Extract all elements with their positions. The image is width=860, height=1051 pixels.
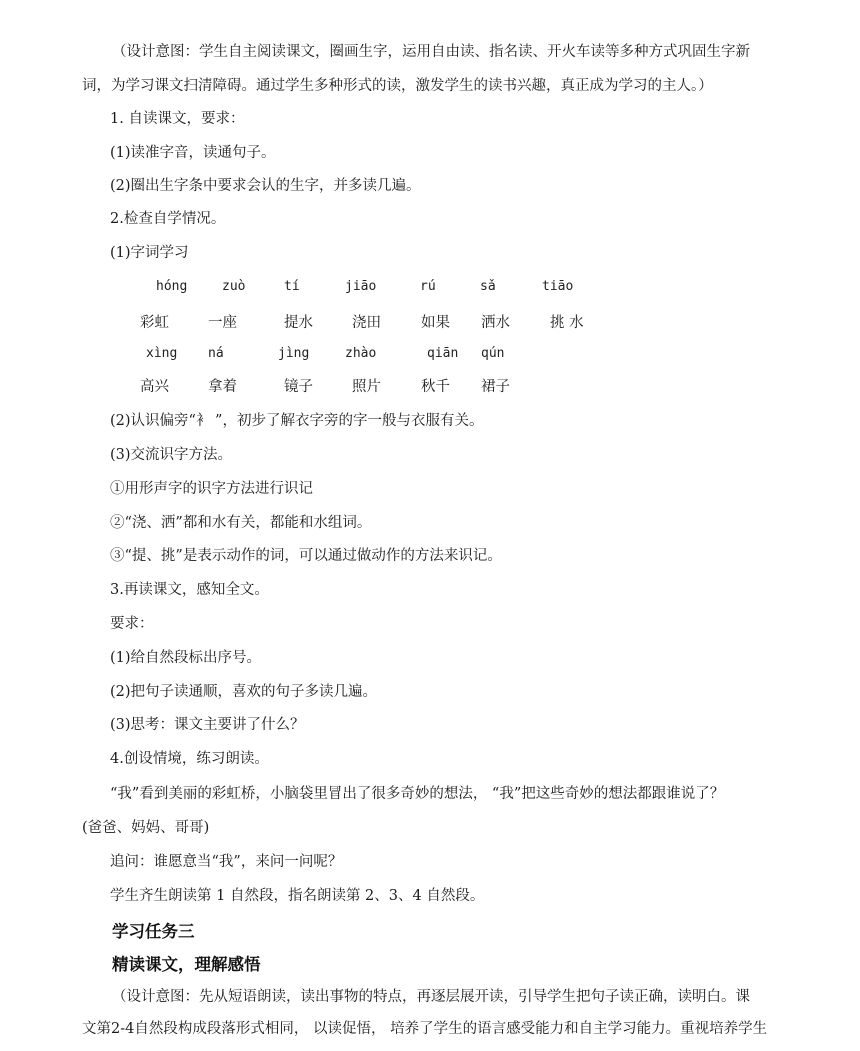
step4-title: 4.创设情境，练习朗读。: [110, 751, 269, 767]
pinyin: tí: [284, 279, 300, 294]
pinyin: qún: [481, 346, 505, 361]
step3-r1: (1)给自然段标出序号。: [110, 650, 262, 666]
step3-r3: (3)思考：课文主要讲了什么？: [110, 717, 305, 733]
method-1: ①用形声字的识字方法进行识记: [110, 481, 313, 497]
step2-sub3: (3)交流识字方法。: [110, 447, 233, 463]
word: 秋千: [421, 379, 450, 395]
step3-title: 3.再读课文，感知全文。: [110, 582, 269, 598]
pinyin: jiāo: [345, 279, 377, 294]
method-2: ②“浇、洒”都和水有关，都能和水组词。: [110, 515, 372, 531]
step4-p2: 追问：谁愿意当“我”，来问一问呢？: [110, 854, 343, 870]
pinyin: sǎ: [480, 279, 496, 294]
pinyin: zhào: [345, 346, 377, 361]
word: 照片: [352, 379, 381, 395]
pinyin: jìng: [278, 346, 310, 361]
word: 镜子: [284, 379, 313, 395]
word: 洒水: [481, 315, 510, 331]
step1-req1: (1)读准字音，读通句子。: [110, 145, 276, 161]
method-3: ③“提、挑”是表示动作的词，可以通过做动作的方法来识记。: [110, 548, 502, 564]
step3-r2: (2)把句子读通顺，喜欢的句子多读几遍。: [110, 684, 378, 700]
word: 裙子: [481, 379, 510, 395]
word: 挑 水: [550, 315, 584, 331]
word: 浇田: [352, 315, 381, 331]
task3-design-line-2: 文第2-4自然段构成段落形式相同， 以读促悟， 培养了学生的语言感受能力和自主学习能力。重视培养学生: [82, 1021, 768, 1037]
step3-label: 要求：: [110, 616, 154, 632]
pinyin: zuò: [222, 279, 246, 294]
task3-heading: 学习任务三: [112, 922, 195, 941]
step4-p3: 学生齐生朗读第 1 自然段，指名朗读第 2、3、4 自然段。: [110, 888, 485, 904]
word: 提水: [284, 315, 313, 331]
pinyin: qiān: [427, 346, 459, 361]
word: 如果: [421, 315, 450, 331]
step4-p1-answer: (爸爸、妈妈、哥哥): [82, 820, 210, 836]
step1-title: 1. 自读课文，要求：: [110, 111, 245, 127]
word: 高兴: [140, 379, 169, 395]
step2-sub1: (1)字词学习: [110, 245, 189, 261]
step2-sub2: (2)认识偏旁“衤 ”，初步了解衣字旁的字一般与衣服有关。: [110, 413, 484, 429]
pinyin: xìng: [146, 346, 178, 361]
step2-title: 2.检查自学情况。: [110, 211, 226, 227]
step4-p1: “我”看到美丽的彩虹桥，小脑袋里冒出了很多奇妙的想法， “我”把这些奇妙的想法都跟谁说了？: [110, 786, 725, 802]
intro-line-2: 词，为学习课文扫清障碍。通过学生多种形式的读，激发学生的读书兴趣，真正成为学习的主人。）: [82, 78, 713, 94]
word: 拿着: [208, 379, 237, 395]
task3-design-line-1: （设计意图：先从短语朗读，读出事物的特点，再逐层展开读，引导学生把句子读正确，读明白。课: [112, 989, 750, 1005]
pinyin: rú: [420, 279, 436, 294]
pinyin: hóng: [156, 279, 188, 294]
pinyin: ná: [208, 346, 224, 361]
task3-subheading: 精读课文，理解感悟: [112, 955, 261, 974]
intro-line-1: （设计意图：学生自主阅读课文，圈画生字，运用自由读、指名读、开火车读等多种方式巩固生字新: [112, 44, 750, 60]
word: 彩虹: [140, 315, 169, 331]
word: 一座: [208, 315, 237, 331]
step1-req2: (2)圈出生字条中要求会认的生字，并多读几遍。: [110, 178, 421, 194]
pinyin: tiāo: [542, 279, 574, 294]
